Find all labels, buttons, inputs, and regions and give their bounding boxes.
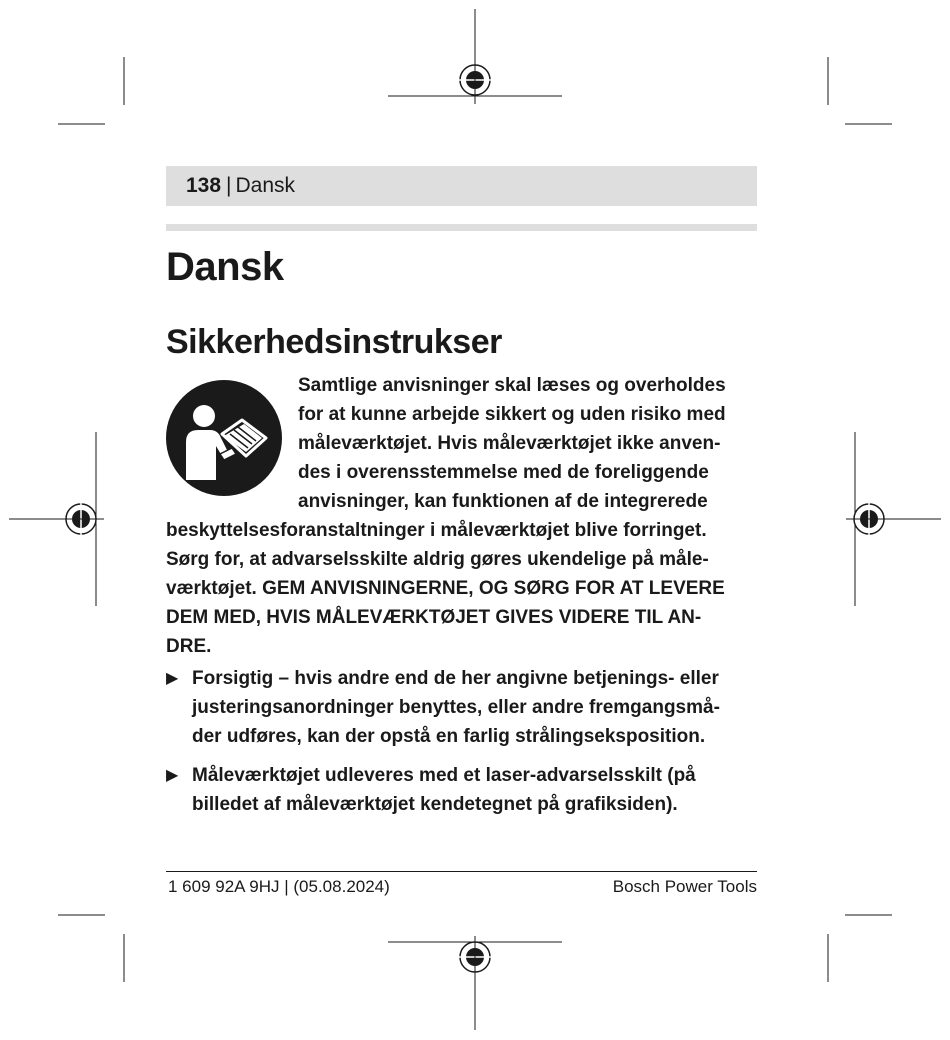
bullet-line: billedet af måleværktøjet kendetegnet på grafiksiden). [192, 794, 678, 815]
list-item [166, 664, 758, 751]
footer-brand: Bosch Power Tools [612, 877, 757, 896]
page-number: 138 [186, 174, 222, 197]
triangle-bullet-icon: ▶ [166, 767, 179, 784]
intro-line: beskyttelsesforanstaltninger i måleværktøjet blive forringet. [166, 520, 707, 541]
registration-target-left [64, 502, 98, 536]
intro-line: Samtlige anvisninger skal læses og overholdes [298, 375, 726, 396]
intro-line: DRE. [166, 636, 212, 657]
footer-rule [166, 871, 757, 872]
footer-document-id: 1 609 92A 9HJ | (05.08.2024) [168, 877, 390, 896]
registration-target-right [852, 502, 886, 536]
read-instructions-icon [166, 380, 282, 496]
header-rule [166, 224, 757, 231]
bullet-line: Forsigtig – hvis andre end de her angivne betjenings- eller [192, 668, 719, 689]
intro-line: for at kunne arbejde sikkert og uden risiko med [298, 404, 726, 425]
intro-line: DEM MED, HVIS MÅLEVÆRKTØJET GIVES VIDERE TIL AN- [166, 607, 702, 628]
page-title: Dansk [166, 245, 284, 289]
list-item [166, 761, 758, 819]
section-title: Sikkerhedsinstrukser [166, 323, 502, 361]
registration-target-bottom [458, 940, 492, 974]
bullet-line: der udføres, kan der opstå en farlig strålingseksposition. [192, 726, 706, 747]
bullet-line: justeringsanordninger benyttes, eller andre fremgangsmå- [192, 697, 720, 718]
page-header [166, 166, 757, 206]
header-section: Dansk [235, 174, 296, 197]
intro-paragraph-continued [166, 516, 758, 661]
header-separator: | [226, 174, 232, 197]
intro-paragraph [298, 371, 758, 516]
intro-line: Sørg for, at advarselsskilte aldrig gøres ukendelige på måle- [166, 549, 709, 570]
safety-bullet-list [166, 664, 758, 829]
bullet-line: Måleværktøjet udleveres med et laser-advarselsskilt (på [192, 765, 696, 786]
intro-line: måleværktøjet. Hvis måleværktøjet ikke anven- [298, 433, 721, 454]
triangle-bullet-icon: ▶ [166, 670, 179, 687]
intro-line: anvisninger, kan funktionen af de integrerede [298, 491, 708, 512]
intro-line: des i overensstemmelse med de foreliggende [298, 462, 709, 483]
intro-line: værktøjet. GEM ANVISNINGERNE, OG SØRG FOR AT LEVERE [166, 578, 725, 599]
registration-target-top [458, 63, 492, 97]
